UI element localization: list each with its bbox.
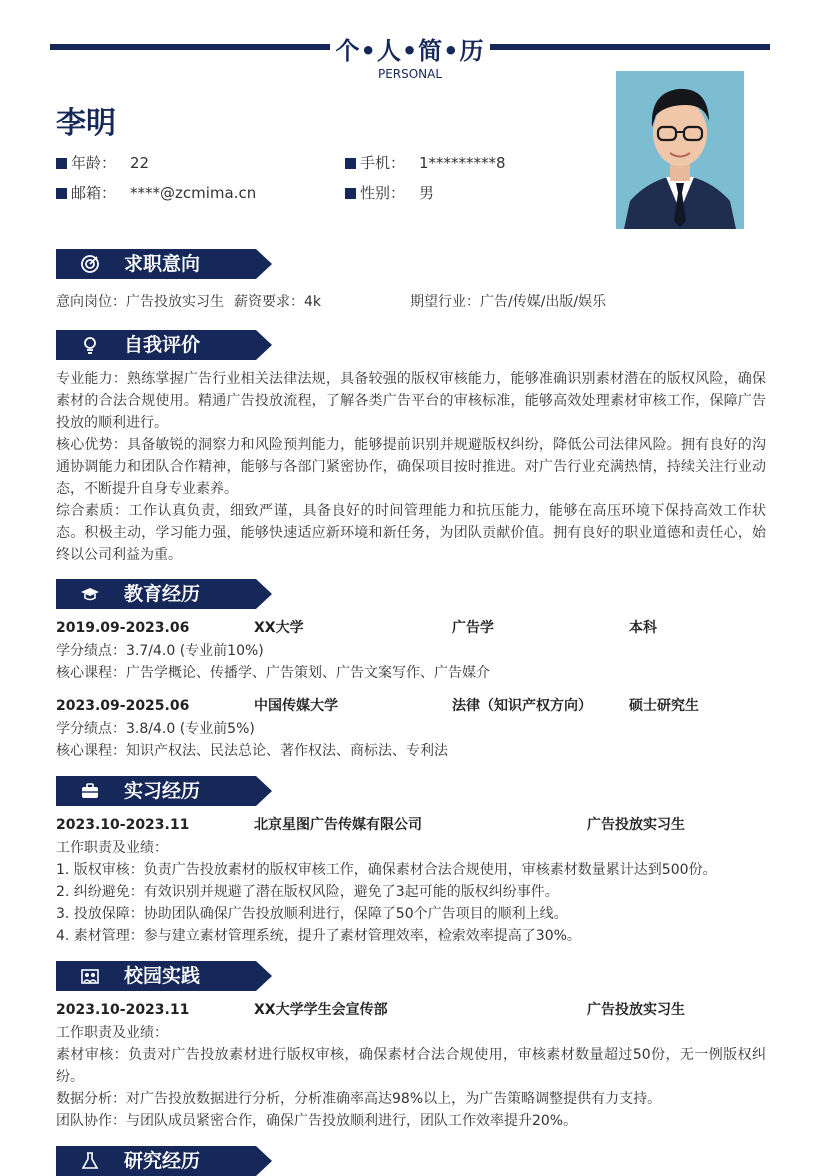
candidate-name: 李明 (56, 106, 116, 141)
section-header-campus: 校园实践 (56, 961, 272, 991)
internship-duty-4: 4. 素材管理：参与建立素材管理系统，提升了素材管理效率，检索效率提高了30%。 (56, 928, 581, 944)
bullet-square-icon (56, 188, 67, 199)
internship-role: 广告投放实习生 (587, 817, 685, 833)
internship-duty-2: 2. 纠纷避免：有效识别并规避了潜在版权风险，避免了3起可能的版权纠纷事件。 (56, 884, 559, 900)
edu-2-gpa: 学分绩点：3.8/4.0 (专业前5%) (56, 721, 255, 737)
campus-duty-3: 团队协作：与团队成员紧密合作，确保广告投放顺利进行，团队工作效率提升20%。 (56, 1113, 578, 1129)
graduation-cap-icon (80, 584, 100, 604)
gender-info: 性别： 男 (345, 183, 434, 203)
bullet-square-icon (56, 158, 67, 169)
internship-duty-label: 工作职责及业绩： (56, 840, 168, 856)
campus-duty-2: 数据分析：对广告投放数据进行分析，分析准确率高达98%以上，为广告策略调整提供有力支持。 (56, 1091, 662, 1107)
section-header-education: 教育经历 (56, 579, 272, 609)
section-header-research: 研究经历 (56, 1146, 272, 1176)
internship-company: 北京星图广告传媒有限公司 (254, 817, 422, 833)
edu-1-gpa: 学分绩点：3.7/4.0 (专业前10%) (56, 643, 264, 659)
internship-duty-1: 1. 版权审核：负责广告投放素材的版权审核工作，确保素材合法合规使用，审核素材数量累计达到500份。 (56, 862, 717, 878)
bullet-square-icon (345, 188, 356, 199)
flask-icon (80, 1151, 100, 1171)
campus-duty-1: 素材审核：负责对广告投放素材进行版权审核，确保素材合法合规使用，审核素材数量超过50份，无一例版权纠纷。 (56, 1047, 766, 1085)
campus-duty-label: 工作职责及业绩： (56, 1025, 168, 1041)
section-header-self: 自我评价 (56, 330, 272, 360)
intent-position: 意向岗位：广告投放实习生 (56, 294, 224, 310)
lightbulb-icon (80, 335, 100, 355)
internship-period: 2023.10-2023.11 (56, 817, 190, 833)
section-header-internship: 实习经历 (56, 776, 272, 806)
campus-role: 广告投放实习生 (587, 1002, 685, 1018)
team-icon (80, 966, 100, 986)
header-bar-right (490, 44, 770, 50)
internship-duty-3: 3. 投放保障：协助团队确保广告投放顺利进行，保障了50个广告项目的顺利上线。 (56, 906, 568, 922)
self-eval-paragraph-3: 综合素质：工作认真负责，细致严谨，具备良好的时间管理能力和抗压能力，能够在高压环境下保持高效工作状态。积极主动，学习能力强，能够快速适应新环境和新任务，为团队贡献价值。拥有良好的职业道德和责任心，始终以公司利益为重。 (56, 503, 766, 563)
email-info: 邮箱： ****@zcmima.cn (56, 183, 256, 203)
edu-2-major: 法律（知识产权方向） (452, 698, 592, 714)
edu-2-school: 中国传媒大学 (254, 698, 338, 714)
phone-info: 手机： 1*********8 (345, 153, 506, 173)
edu-2-degree: 硕士研究生 (629, 698, 699, 714)
target-icon (80, 254, 100, 274)
campus-period: 2023.10-2023.11 (56, 1002, 190, 1018)
self-eval-paragraph-1: 专业能力：熟练掌握广告行业相关法律法规，具备较强的版权审核能力，能够准确识别素材潜在的版权风险，确保素材的合法合规使用。精通广告投放流程，了解各类广告平台的审核标准，能够高效处理素材审核工作，保障广告投放的顺利进行。 (56, 371, 766, 431)
edu-2-courses: 核心课程：知识产权法、民法总论、著作权法、商标法、专利法 (56, 743, 448, 759)
bullet-square-icon (345, 158, 356, 169)
edu-1-major: 广告学 (452, 620, 494, 636)
self-eval-paragraph-2: 核心优势：具备敏锐的洞察力和风险预判能力，能够提前识别并规避版权纠纷，降低公司法律风险。拥有良好的沟通协调能力和团队合作精神，能够与各部门紧密协作，确保项目按时推进。对广告行业充满热情，持续关注行业动态，不断提升自身专业素养。 (56, 437, 766, 497)
briefcase-icon (80, 781, 100, 801)
avatar (616, 71, 744, 229)
page-title: 个•人•简•历 (335, 37, 485, 65)
page-subtitle: PERSONAL (377, 67, 443, 81)
edu-1-period: 2019.09-2023.06 (56, 620, 190, 636)
campus-org: XX大学学生会宣传部 (254, 1002, 388, 1018)
edu-2-period: 2023.09-2025.06 (56, 698, 190, 714)
edu-1-school: XX大学 (254, 620, 304, 636)
intent-industry: 期望行业：广告/传媒/出版/娱乐 (410, 294, 607, 310)
section-header-intent: 求职意向 (56, 249, 272, 279)
age-info: 年龄： 22 (56, 153, 149, 173)
edu-1-courses: 核心课程：广告学概论、传播学、广告策划、广告文案写作、广告媒介 (56, 665, 490, 681)
header-bar-left (50, 44, 330, 50)
intent-salary: 薪资要求：4k (234, 294, 322, 310)
edu-1-degree: 本科 (629, 620, 657, 636)
